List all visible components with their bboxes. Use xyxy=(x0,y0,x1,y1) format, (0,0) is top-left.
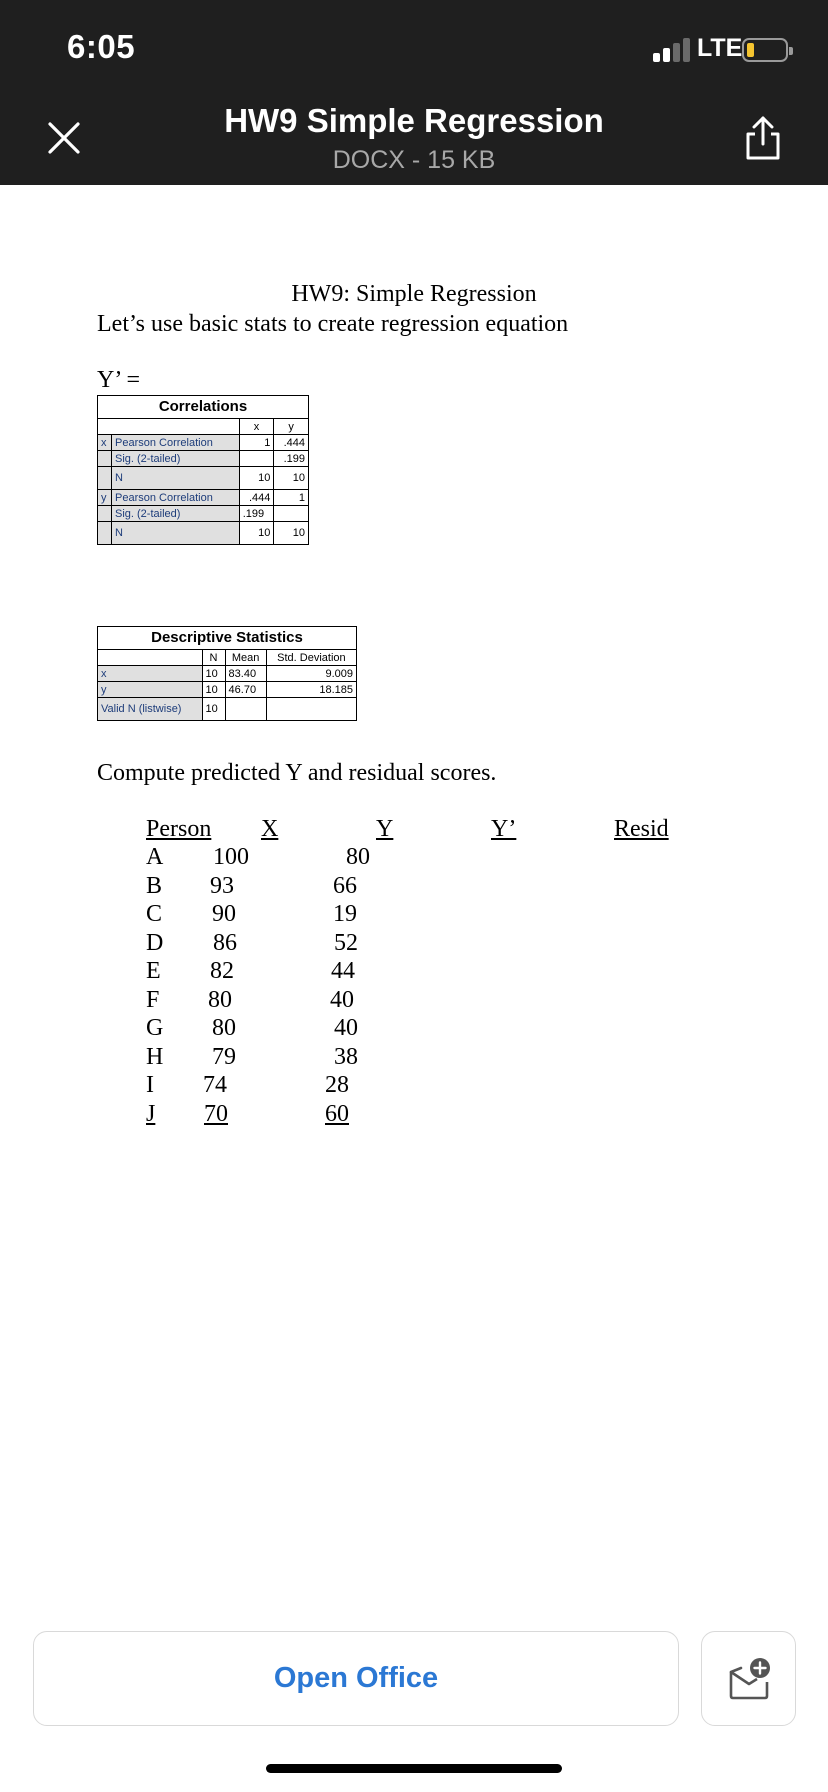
n-label: N xyxy=(112,467,240,490)
valid-n-value: 10 xyxy=(202,698,225,721)
y-n-y: 10 xyxy=(274,522,309,545)
x-cell: 82 xyxy=(210,958,234,984)
x-sig-y: .199 xyxy=(274,451,309,467)
desc-x-mean: 83.40 xyxy=(225,666,266,682)
person-cell: D xyxy=(146,930,164,956)
open-office-button[interactable]: Open Office xyxy=(33,1631,679,1726)
home-indicator[interactable] xyxy=(266,1764,562,1773)
descriptives-title: Descriptive Statistics xyxy=(97,626,357,649)
document-preview[interactable] xyxy=(0,185,828,1625)
document-info: DOCX - 15 KB xyxy=(332,146,496,174)
correlations-table xyxy=(97,418,309,545)
network-label: LTE xyxy=(697,34,743,62)
y-pearson-y: 1 xyxy=(274,490,309,506)
y-pearson-x: .444 xyxy=(239,490,274,506)
person-cell: B xyxy=(146,873,163,899)
x-cell: 90 xyxy=(212,901,236,927)
header-y: Y xyxy=(376,816,394,842)
x-cell: 80 xyxy=(208,987,232,1013)
y-cell: 38 xyxy=(334,1044,358,1070)
mail-add-icon xyxy=(727,1656,773,1702)
top-bar xyxy=(0,0,828,185)
header-person: Person xyxy=(146,816,212,842)
header-resid: Resid xyxy=(614,816,669,842)
y-cell: 52 xyxy=(334,930,358,956)
pearson-label: Pearson Correlation xyxy=(112,435,240,451)
n-label: N xyxy=(112,522,240,545)
desc-y-label: y xyxy=(98,682,203,698)
col-n: N xyxy=(202,650,225,666)
header-x: X xyxy=(261,816,279,842)
sig-label: Sig. (2-tailed) xyxy=(112,451,240,467)
desc-x-sd: 9.009 xyxy=(266,666,356,682)
person-cell: G xyxy=(146,1015,164,1041)
col-mean: Mean xyxy=(225,650,266,666)
x-n-x: 10 xyxy=(239,467,274,490)
y-cell: 44 xyxy=(331,958,355,984)
desc-x-label: x xyxy=(98,666,203,682)
y-sig-x: .199 xyxy=(239,506,274,522)
descriptives-table xyxy=(97,649,357,721)
y-cell: 66 xyxy=(333,873,357,899)
desc-y-n: 10 xyxy=(202,682,225,698)
share-icon xyxy=(742,114,784,162)
x-cell: 80 xyxy=(212,1015,236,1041)
row-x-label: x xyxy=(98,435,112,451)
col-sd: Std. Deviation xyxy=(266,650,356,666)
x-cell: 70 xyxy=(204,1101,228,1127)
person-cell: F xyxy=(146,987,160,1013)
x-cell: 100 xyxy=(213,844,249,870)
pearson-label: Pearson Correlation xyxy=(112,490,240,506)
share-button[interactable] xyxy=(742,114,784,162)
y-cell: 40 xyxy=(334,1015,358,1041)
compute-instruction: Compute predicted Y and residual scores. xyxy=(97,760,497,786)
person-cell: C xyxy=(146,901,163,927)
col-y: y xyxy=(274,419,309,435)
battery-icon xyxy=(742,38,788,62)
x-pearson-y: .444 xyxy=(274,435,309,451)
sig-label: Sig. (2-tailed) xyxy=(112,506,240,522)
person-cell: H xyxy=(146,1044,164,1070)
person-cell: J xyxy=(146,1101,156,1127)
y-cell: 60 xyxy=(325,1101,349,1127)
y-cell: 80 xyxy=(346,844,370,870)
signal-icon xyxy=(653,38,691,62)
document-title: HW9 Simple Regression xyxy=(224,102,604,139)
x-cell: 74 xyxy=(203,1072,227,1098)
equation-label: Y’ = xyxy=(97,367,141,393)
status-time: 6:05 xyxy=(67,28,136,65)
add-mail-button[interactable] xyxy=(701,1631,796,1726)
valid-n-label: Valid N (listwise) xyxy=(98,698,203,721)
x-pearson-x: 1 xyxy=(239,435,274,451)
header-yprime: Y’ xyxy=(491,816,517,842)
person-cell: I xyxy=(146,1072,154,1098)
x-n-y: 10 xyxy=(274,467,309,490)
y-cell: 40 xyxy=(330,987,354,1013)
row-y-label: y xyxy=(98,490,112,506)
y-n-x: 10 xyxy=(239,522,274,545)
doc-intro: Let’s use basic stats to create regression equation xyxy=(97,311,569,337)
correlations-title: Correlations xyxy=(97,395,309,418)
scores-sheet xyxy=(0,815,828,1135)
desc-x-n: 10 xyxy=(202,666,225,682)
desc-y-sd: 18.185 xyxy=(266,682,356,698)
y-cell: 19 xyxy=(333,901,357,927)
desc-y-mean: 46.70 xyxy=(225,682,266,698)
y-cell: 28 xyxy=(325,1072,349,1098)
x-cell: 79 xyxy=(212,1044,236,1070)
col-x: x xyxy=(239,419,274,435)
person-cell: A xyxy=(146,844,164,870)
person-cell: E xyxy=(146,958,161,984)
x-cell: 93 xyxy=(210,873,234,899)
x-cell: 86 xyxy=(213,930,237,956)
doc-heading: HW9: Simple Regression xyxy=(291,281,537,307)
